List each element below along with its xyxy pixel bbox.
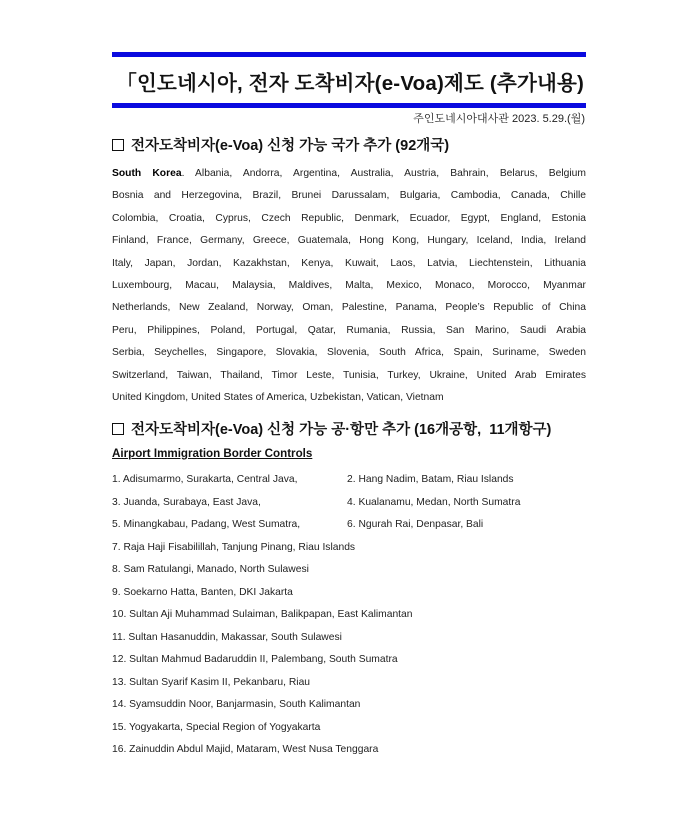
airport-item: 9. Soekarno Hatta, Banten, DKI Jakarta bbox=[112, 586, 293, 598]
airport-item: 2. Hang Nadim, Batam, Riau Islands bbox=[347, 474, 514, 485]
title-top-rule bbox=[112, 52, 586, 57]
airport-row bbox=[112, 492, 586, 515]
airport-item: 1. Adisumarmo, Surakarta, Central Java, bbox=[112, 474, 298, 485]
section-heading-ports bbox=[112, 418, 551, 439]
country-line: Finland, France, Germany, Greece, Guatemala, Hong Kong, Hungary, Iceland, India, Ireland bbox=[112, 235, 586, 247]
airport-item: 10. Sultan Aji Muhammad Sulaiman, Balikpapan, East Kalimantan bbox=[112, 609, 413, 620]
airport-item: 8. Sam Ratulangi, Manado, North Sulawesi bbox=[112, 564, 309, 575]
country-line: United Kingdom, United States of America, Uzbekistan, Vatican, Vietnam bbox=[112, 391, 444, 403]
airport-row bbox=[112, 469, 586, 492]
issuer-date: 주인도네시아대사관 2023. 5.29.(월) bbox=[413, 113, 585, 125]
country-line: Colombia, Croatia, Cyprus, Czech Republic, Denmark, Ecuador, Egypt, England, Estonia bbox=[112, 212, 586, 224]
title-block bbox=[112, 52, 586, 108]
country-line: Peru, Philippines, Poland, Portugal, Qatar, Rumania, Russia, San Marino, Saudi Arabia bbox=[112, 324, 586, 336]
airport-list bbox=[112, 469, 586, 762]
airport-item: 13. Sultan Syarif Kasim II, Pekanbaru, Riau bbox=[112, 676, 311, 688]
airport-item: 4. Kualanamu, Medan, North Sumatra bbox=[347, 496, 521, 508]
highlighted-country: South Korea bbox=[112, 168, 182, 179]
country-line: Bosnia and Herzegovina, Brazil, Brunei Darussalam, Bulgaria, Cambodia, Canada, Chille bbox=[112, 190, 586, 202]
country-line bbox=[112, 163, 586, 185]
section-heading-countries-text: 전자도착비자(e-Voa) 신청 가능 국가 추가 (92개국) bbox=[131, 138, 450, 154]
title-bottom-rule bbox=[112, 103, 586, 108]
airport-row bbox=[112, 514, 586, 537]
country-line: Italy, Japan, Jordan, Kazakhstan, Kenya, Kuwait, Laos, Latvia, Liechtenstein, Lithuania bbox=[112, 257, 586, 269]
country-line: Luxembourg, Macau, Malaysia, Maldives, Malta, Mexico, Monaco, Morocco, Myanmar bbox=[112, 279, 586, 291]
airport-item: 15. Yogyakarta, Special Region of Yogyakarta bbox=[112, 721, 321, 733]
airport-item: 12. Sultan Mahmud Badaruddin II, Palembang, South Sumatra bbox=[112, 654, 398, 665]
section-heading-ports-text: 전자도착비자(e-Voa) 신청 가능 공·항만 추가 (16개공항, 11개항구) bbox=[131, 422, 552, 438]
airport-item: 6. Ngurah Rai, Denpasar, Bali bbox=[347, 519, 484, 530]
empty-checkbox-icon bbox=[112, 423, 124, 435]
country-line: Switzerland, Taiwan, Thailand, Timor Leste, Tunisia, Turkey, Ukraine, United Arab Emirates bbox=[112, 369, 586, 381]
airport-item: 16. Zainuddin Abdul Majid, Mataram, West Nusa Tenggara bbox=[112, 744, 379, 755]
airport-item: 7. Raja Haji Fisabilillah, Tanjung Pinang, Riau Islands bbox=[112, 541, 356, 553]
airport-subheading: Airport Immigration Border Controls bbox=[112, 447, 313, 460]
airport-item: 5. Minangkabau, Padang, West Sumatra, bbox=[112, 519, 301, 530]
country-list bbox=[112, 163, 586, 409]
document-title: 「인도네시아, 전자 도착비자(e-Voa)제도 (추가내용) bbox=[116, 72, 584, 95]
airport-item: 14. Syamsuddin Noor, Banjarmasin, South Kalimantan bbox=[112, 699, 361, 710]
country-line: Serbia, Seychelles, Singapore, Slovakia, Slovenia, South Africa, Spain, Suriname, Sweden bbox=[112, 347, 586, 359]
airport-item: 3. Juanda, Surabaya, East Java, bbox=[112, 496, 261, 508]
section-heading-countries bbox=[112, 134, 449, 155]
country-line: Netherlands, New Zealand, Norway, Oman, Palestine, Panama, People’s Republic of China bbox=[112, 302, 586, 314]
country-line-text: . Albania, Andorra, Argentina, Australia, Austria, Bahrain, Belarus, Belgium bbox=[181, 168, 586, 179]
airport-item: 11. Sultan Hasanuddin, Makassar, South Sulawesi bbox=[112, 631, 342, 643]
empty-checkbox-icon bbox=[112, 139, 124, 151]
